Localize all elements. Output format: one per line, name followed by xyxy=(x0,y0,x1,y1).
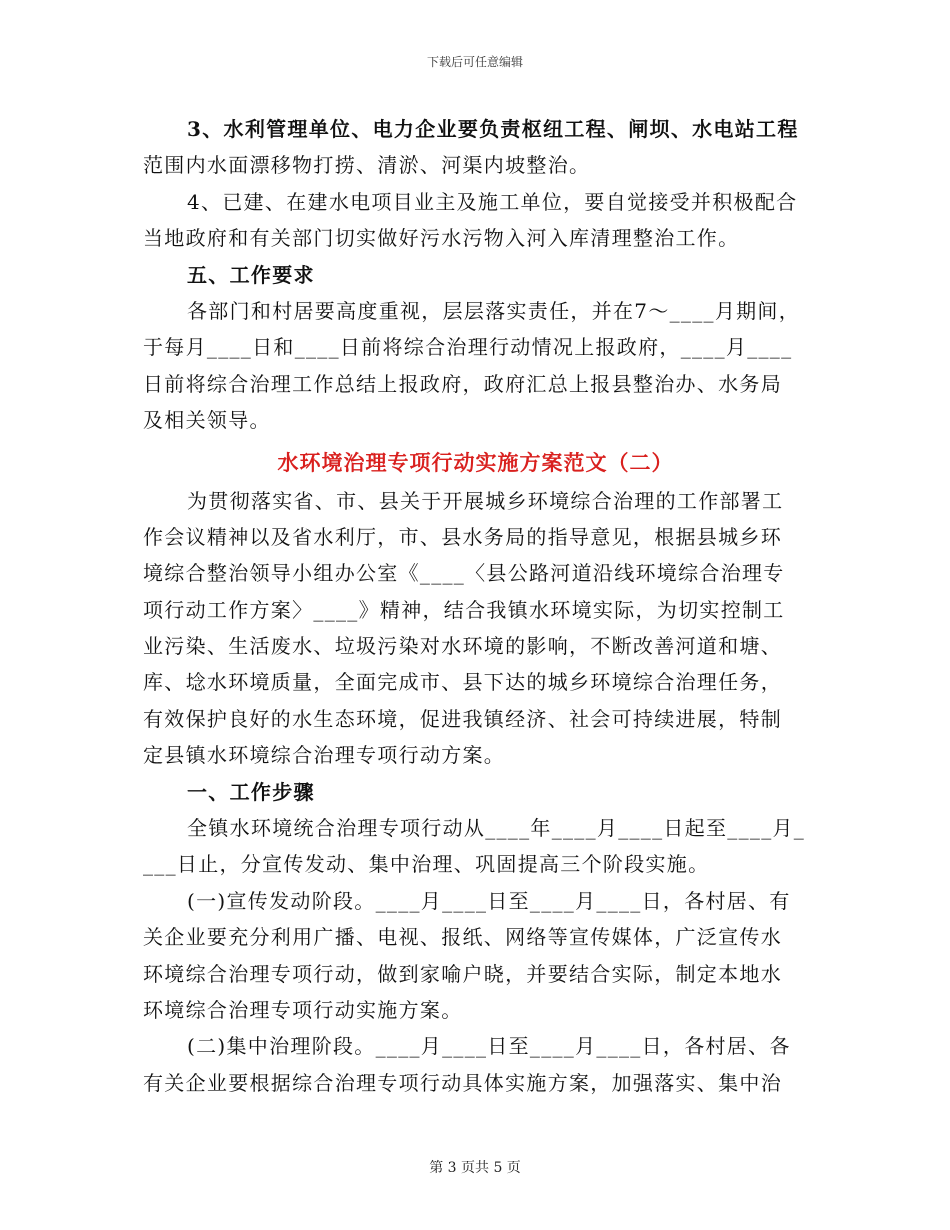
paragraph-line: 及相关领导。 xyxy=(143,408,271,433)
paragraph-line: 于每月____日和____日前将综合治理行动情况上报政府，____月____ xyxy=(143,335,793,360)
paragraph-line: 环境综合治理专项行动，做到家喻户晓，并要结合实际，制定本地水 xyxy=(143,961,782,986)
paragraph-line: 定县镇水环境综合治理专项行动方案。 xyxy=(143,743,506,768)
paragraph-line: 3、水利管理单位、电力企业要负责枢纽工程、闸坝、水电站工程 xyxy=(187,117,799,141)
paragraph-line: 业污染、生活废水、垃圾污染对水环境的影响，不断改善河道和塘、 xyxy=(143,634,782,659)
paragraph-line: 有效保护良好的水生态环境，促进我镇经济、社会可持续进展，特制 xyxy=(143,706,782,731)
paragraph-line: 全镇水环境统合治理专项行动从____年____月____日起至____月_ xyxy=(187,816,806,841)
paragraph-line: (二)集中治理阶段。____月____日至____月____日，各村居、各 xyxy=(187,1034,791,1059)
paragraph-line: 当地政府和有关部门切实做好污水污物入河入库清理整治工作。 xyxy=(143,226,740,251)
document-title: 水环境治理专项行动实施方案范文（二） xyxy=(277,449,674,475)
page-header: 下载后可任意编辑 xyxy=(426,55,523,69)
paragraph-line: 关企业要充分利用广播、电视、报纸、网络等宣传媒体，广泛宣传水 xyxy=(143,925,782,950)
paragraph-line: 项行动工作方案〉____》精神，结合我镇水环境实际，为切实控制工 xyxy=(143,597,785,622)
paragraph-line: (一)宣传发动阶段。____月____日至____月____日，各村居、有 xyxy=(187,888,791,913)
paragraph-line: 4、已建、在建水电项目业主及施工单位，要自觉接受并积极配合 xyxy=(187,189,798,214)
section-heading: 一、工作步骤 xyxy=(187,779,315,804)
paragraph-line: 作会议精神以及省水利厅，市、县水务局的指导意见，根据县城乡环 xyxy=(143,524,782,549)
paragraph-line: 有关企业要根据综合治理专项行动具体实施方案，加强落实、集中治 xyxy=(143,1070,782,1095)
document-body xyxy=(143,111,808,1101)
page-number-footer: 第 3 页共 5 页 xyxy=(429,1160,521,1176)
paragraph-line: 日前将综合治理工作总结上报政府，政府汇总上报县整治办、水务局 xyxy=(143,371,782,396)
paragraph-line: 为贯彻落实省、市、县关于开展城乡环境综合治理的工作部署工 xyxy=(187,488,784,513)
paragraph-line: 库、埝水环境质量，全面完成市、县下达的城乡环境综合治理任务， xyxy=(143,670,782,695)
paragraph-line: 各部门和村居要高度重视，层层落实责任，并在7～____月期间， xyxy=(187,298,801,323)
paragraph-line: ___日止，分宣传发动、集中治理、巩固提高三个阶段实施。 xyxy=(143,852,710,877)
paragraph-line: 环境综合治理专项行动实施方案。 xyxy=(143,997,463,1022)
section-heading: 五、工作要求 xyxy=(187,262,315,287)
paragraph-line: 境综合整治领导小组办公室《____〈县公路河道沿线环境综合治理专 xyxy=(143,561,785,586)
paragraph-line: 范围内水面漂移物打捞、清淤、河渠内坡整治。 xyxy=(143,153,591,178)
